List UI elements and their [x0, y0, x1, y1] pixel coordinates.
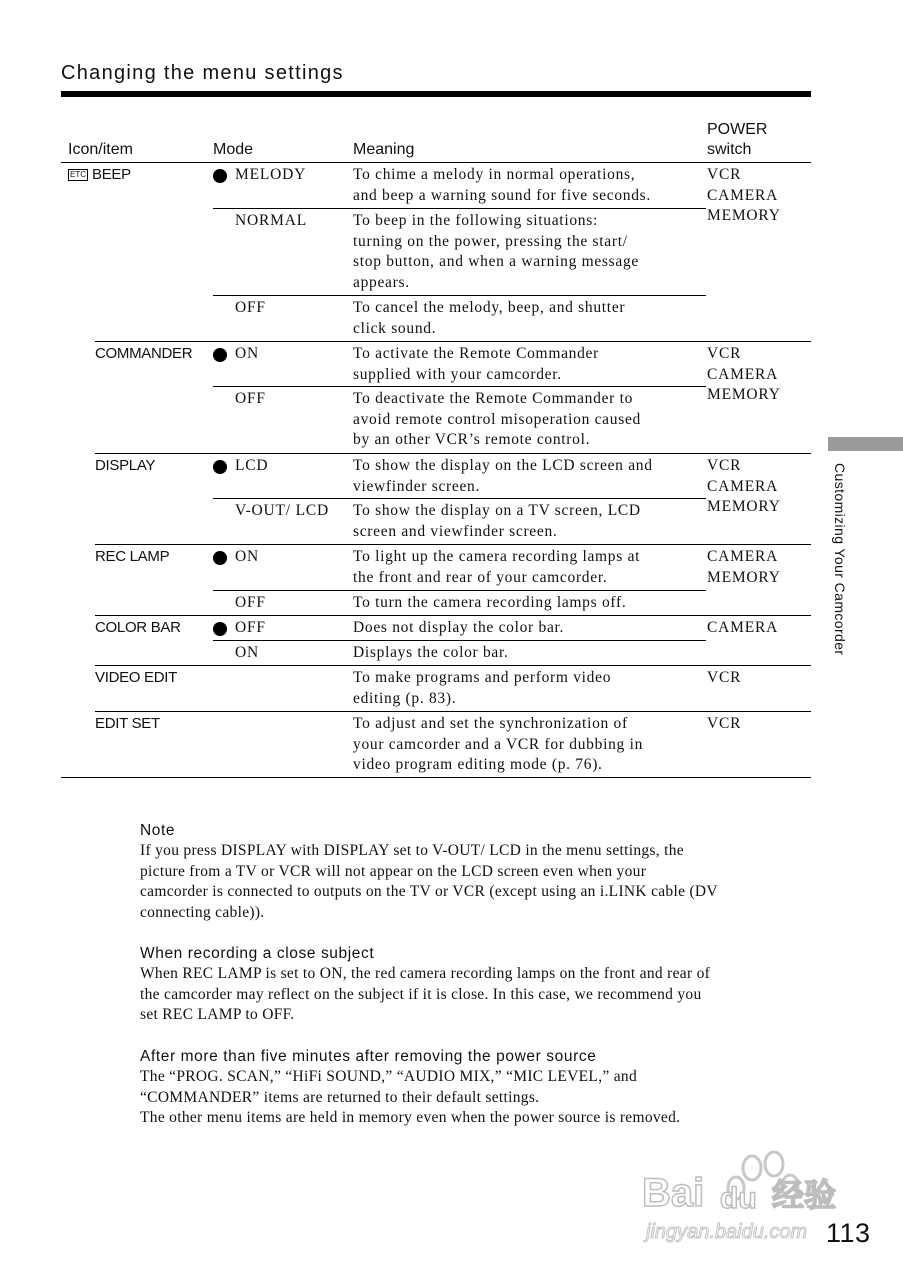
- meaning-commander-off: [353, 389, 705, 451]
- header-power-line2: switch: [707, 141, 752, 158]
- row-divider: [213, 640, 706, 641]
- meaning-line: video program editing mode (p. 76).: [353, 756, 603, 773]
- row-divider: [95, 341, 811, 342]
- power-line: MEMORY: [707, 386, 781, 403]
- meaning-line: and beep a warning sound for five seconds.: [353, 186, 651, 204]
- meaning-line: viewfinder screen.: [353, 477, 481, 495]
- mode-color-bar-on: ON: [235, 644, 259, 661]
- etc-icon: ETC: [70, 170, 86, 179]
- meaning-color-bar-off: [353, 618, 705, 639]
- meaning-line: To beep in the following situations:: [353, 212, 598, 229]
- page-number: 113: [826, 1218, 871, 1248]
- meaning-line: To activate the Remote Commander: [353, 345, 599, 362]
- meaning-line: To cancel the melody, beep, and shutter: [353, 299, 626, 316]
- note-heading: Note: [140, 822, 176, 839]
- side-tab: [828, 437, 903, 451]
- note-body: [140, 1067, 680, 1129]
- meaning-edit-set: [353, 714, 705, 776]
- note-line: The other menu items are held in memory even when the power source is removed.: [140, 1109, 681, 1126]
- item-display: DISPLAY: [95, 457, 156, 474]
- power-rec-lamp: [707, 547, 781, 588]
- meaning-line: To light up the camera recording lamps at: [353, 548, 641, 565]
- mode-commander-off: OFF: [235, 390, 266, 407]
- row-divider: [213, 208, 706, 209]
- baidu-watermark: [640, 1138, 855, 1248]
- power-line: VCR: [707, 669, 742, 686]
- power-line: CAMERA: [707, 186, 779, 204]
- item-beep-label: BEEP: [92, 166, 131, 183]
- note-line: picture from a TV or VCR will not appear on the LCD screen even when your: [140, 862, 647, 880]
- power-line: VCR: [707, 166, 742, 183]
- note-line: When REC LAMP is set to ON, the red camera recording lamps on the front and rear of: [140, 965, 711, 982]
- watermark-brand: Bai: [642, 1171, 705, 1215]
- meaning-beep-normal: [353, 211, 705, 293]
- meaning-line: turning on the power, pressing the start/: [353, 232, 628, 250]
- meaning-commander-on: [353, 344, 705, 385]
- mode-beep-melody: MELODY: [235, 166, 307, 183]
- watermark-brand2: du: [720, 1182, 757, 1215]
- power-line: VCR: [707, 457, 742, 474]
- item-beep: [68, 165, 131, 185]
- row-divider: [213, 498, 706, 499]
- meaning-line: To show the display on a TV screen, LCD: [353, 502, 641, 519]
- note-heading: When recording a close subject: [140, 945, 375, 962]
- header-meaning: Meaning: [353, 141, 415, 158]
- default-bullet-icon: [213, 551, 227, 565]
- meaning-video-edit: [353, 668, 705, 709]
- power-line: MEMORY: [707, 207, 781, 224]
- mode-beep-normal: NORMAL: [235, 212, 307, 229]
- power-display: [707, 456, 781, 518]
- meaning-line: avoid remote control misoperation caused: [353, 410, 641, 428]
- meaning-line: supplied with your camcorder.: [353, 365, 562, 383]
- note-line: connecting cable)).: [140, 903, 265, 921]
- power-beep: [707, 165, 781, 227]
- item-color-bar: COLOR BAR: [95, 619, 181, 636]
- mode-display-lcd: LCD: [235, 457, 269, 474]
- side-tab-label: Customizing Your Camcorder: [832, 463, 848, 656]
- note-line: the camcorder may reflect on the subject if it is close. In this case, we recommend you: [140, 985, 702, 1003]
- mode-color-bar-off: OFF: [235, 619, 266, 636]
- power-commander: [707, 344, 781, 406]
- meaning-line: click sound.: [353, 319, 437, 337]
- meaning-line: To deactivate the Remote Commander to: [353, 390, 634, 407]
- row-divider: [95, 544, 811, 545]
- note-line: If you press DISPLAY with DISPLAY set to V-OUT/ LCD in the menu settings, the: [140, 842, 684, 859]
- power-color-bar: [707, 618, 778, 639]
- meaning-line: the front and rear of your camcorder.: [353, 568, 608, 586]
- meaning-line: by an other VCR’s remote control.: [353, 431, 591, 448]
- header-power-line1: POWER: [707, 121, 768, 138]
- note-heading: After more than five minutes after removing the power source: [140, 1048, 597, 1065]
- row-divider: [213, 295, 706, 296]
- note-line: The “PROG. SCAN,” “HiFi SOUND,” “AUDIO MIX,” “MIC LEVEL,” and: [140, 1068, 637, 1085]
- table-bottom-rule: [61, 777, 811, 778]
- mode-rec-lamp-on: ON: [235, 548, 259, 565]
- note-body: [140, 964, 710, 1026]
- meaning-line: your camcorder and a VCR for dubbing in: [353, 735, 644, 753]
- power-line: MEMORY: [707, 568, 781, 586]
- meaning-line: screen and viewfinder screen.: [353, 522, 558, 540]
- header-power: [707, 120, 767, 160]
- meaning-rec-lamp-off: [353, 593, 705, 614]
- power-video-edit: [707, 668, 741, 689]
- page-title: Changing the menu settings: [61, 62, 344, 84]
- meaning-display-lcd: [353, 456, 705, 497]
- watermark-cn: 经验: [772, 1176, 837, 1214]
- meaning-line: stop button, and when a warning message: [353, 253, 640, 270]
- meaning-color-bar-on: [353, 643, 705, 664]
- power-line: CAMERA: [707, 477, 779, 495]
- header-mode: Mode: [213, 141, 254, 158]
- meaning-line: To chime a melody in normal operations,: [353, 166, 636, 183]
- row-divider: [95, 711, 811, 712]
- meaning-beep-melody: [353, 165, 705, 206]
- meaning-beep-off: [353, 298, 705, 339]
- item-commander: COMMANDER: [95, 345, 193, 362]
- meaning-display-vout: [353, 501, 705, 542]
- power-line: CAMERA: [707, 365, 779, 383]
- row-divider: [95, 665, 811, 666]
- note-body: [140, 841, 718, 923]
- row-divider: [95, 453, 811, 454]
- mode-beep-off: OFF: [235, 299, 266, 316]
- default-bullet-icon: [213, 622, 227, 636]
- row-divider: [95, 615, 811, 616]
- meaning-line: appears.: [353, 273, 410, 291]
- meaning-line: To adjust and set the synchronization of: [353, 715, 628, 732]
- header-rule: [61, 162, 811, 163]
- power-line: MEMORY: [707, 498, 781, 515]
- note-line: camcorder is connected to outputs on the TV or VCR (except using an i.LINK cable (DV: [140, 883, 718, 900]
- item-video-edit: VIDEO EDIT: [95, 669, 178, 686]
- meaning-line: Displays the color bar.: [353, 644, 509, 661]
- note-line: “COMMANDER” items are returned to their default settings.: [140, 1088, 540, 1106]
- power-line: VCR: [707, 345, 742, 362]
- watermark-url: jingyan.baidu.com: [646, 1221, 808, 1243]
- item-edit-set: EDIT SET: [95, 715, 160, 732]
- power-line: CAMERA: [707, 619, 779, 636]
- mode-display-vout: V-OUT/ LCD: [235, 502, 329, 519]
- meaning-line: editing (p. 83).: [353, 689, 457, 707]
- default-bullet-icon: [213, 348, 227, 362]
- item-rec-lamp: REC LAMP: [95, 548, 170, 565]
- meaning-line: To turn the camera recording lamps off.: [353, 594, 627, 611]
- power-line: CAMERA: [707, 548, 779, 565]
- row-divider: [213, 590, 706, 591]
- title-rule: [61, 91, 811, 97]
- row-divider: [213, 386, 706, 387]
- meaning-line: To show the display on the LCD screen and: [353, 457, 653, 474]
- meaning-line: Does not display the color bar.: [353, 619, 565, 636]
- mode-commander-on: ON: [235, 345, 259, 362]
- power-line: VCR: [707, 715, 742, 732]
- note-line: set REC LAMP to OFF.: [140, 1006, 295, 1023]
- meaning-rec-lamp-on: [353, 547, 705, 588]
- mode-rec-lamp-off: OFF: [235, 594, 266, 611]
- meaning-line: To make programs and perform video: [353, 669, 612, 686]
- default-bullet-icon: [213, 460, 227, 474]
- power-edit-set: [707, 714, 741, 735]
- default-bullet-icon: [213, 169, 227, 183]
- header-icon-item: Icon/item: [68, 141, 133, 158]
